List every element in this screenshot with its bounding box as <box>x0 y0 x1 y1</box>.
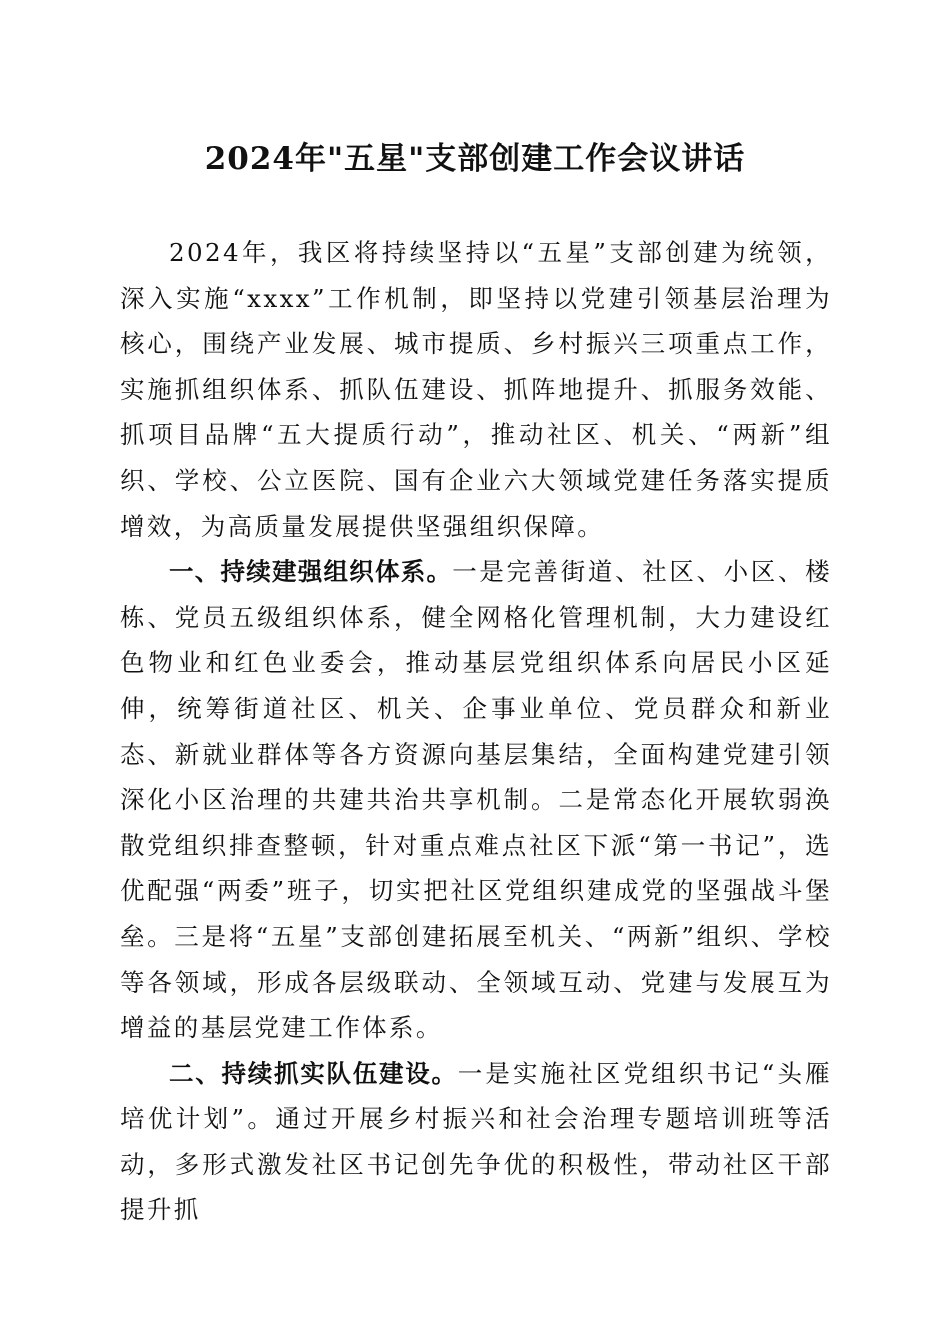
section-heading-1: 一、持续建强组织体系。 <box>169 557 453 587</box>
section-text-2: 一是实施社区党组织书记“头雁培优计划”。通过开展乡村振兴和社会治理专题培训班等活动，多形式激发社区书记创先争优的积极性，带动社区干部提升抓 <box>120 1058 833 1225</box>
section-paragraph-1 <box>120 549 832 1051</box>
section-paragraph-2 <box>120 1051 832 1233</box>
document-title: 2024年"五星"支部创建工作会议讲话 <box>204 141 746 177</box>
section-text-1: 一是完善街道、社区、小区、楼栋、党员五级组织体系，健全网格化管理机制，大力建设红色物业和红色业委会，推动基层党组织体系向居民小区延伸，统筹街道社区、机关、企事业单位、党员群众和新业态、新就业群体等各方资源向基层集结，全面构建党建引领深化小区治理的共建共治共享机制。二是常态化开展软弱涣散党组织排查整顿，针对重点难点社区下派“第一书记”，选优配强“两委”班子，切实把社区党组织建成党的坚强战斗堡垒。三是将“五星”支部创建拓展至机关、“两新”组织、学校等各领域，形成各层级联动、全领域互动、党建与发展互为增益的基层党建工作体系。 <box>120 557 832 1043</box>
section-heading-2: 二、持续抓实队伍建设。 <box>169 1058 458 1088</box>
document-body <box>120 230 832 1233</box>
intro-paragraph: 2024年，我区将持续坚持以“五星”支部创建为统领，深入实施“xxxx”工作机制，即坚持以党建引领基层治理为核心，围绕产业发展、城市提质、乡村振兴三项重点工作，实施抓组织体系、抓队伍建设、抓阵地提升、抓服务效能、抓项目品牌“五大提质行动”，推动社区、机关、“两新”组织、学校、公立医院、国有企业六大领域党建任务落实提质增效，为高质量发展提供坚强组织保障。 <box>120 238 832 541</box>
